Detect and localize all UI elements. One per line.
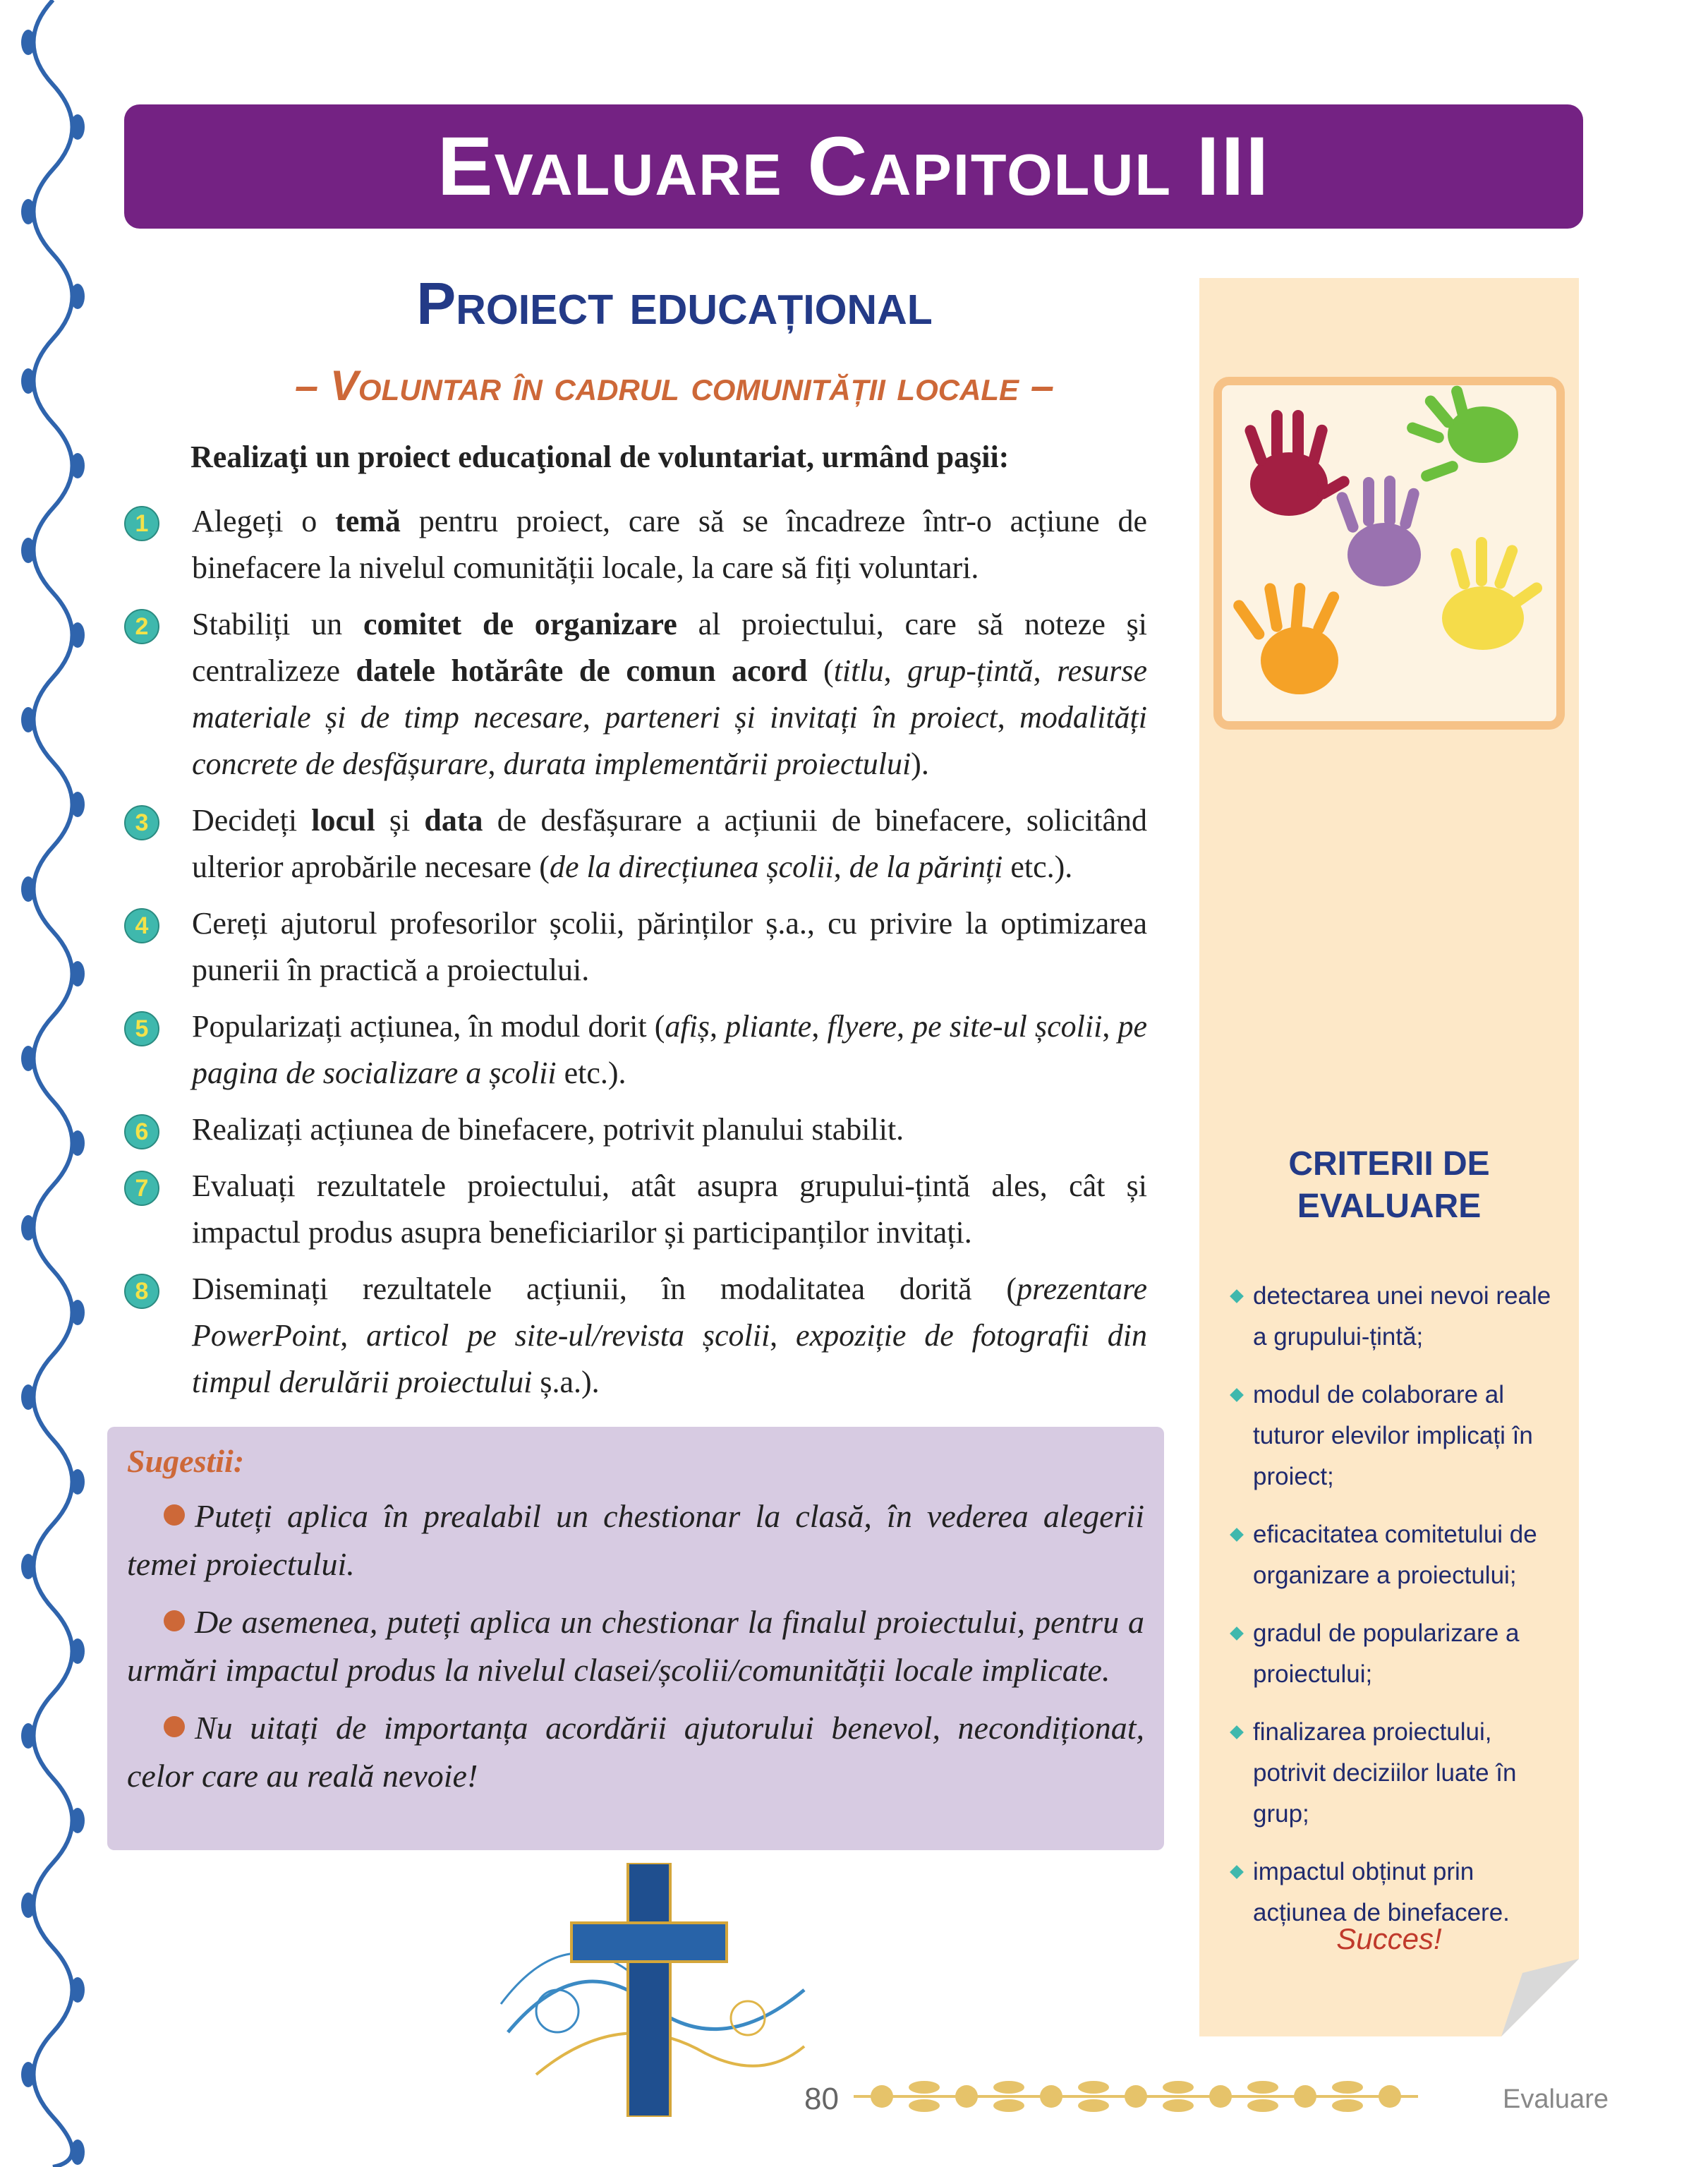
step-number-badge: 5 bbox=[124, 1011, 159, 1046]
step-text-fragment: de la părinți bbox=[849, 850, 1003, 884]
vine-border bbox=[0, 0, 106, 2167]
bullet-dot-icon bbox=[164, 1716, 185, 1737]
step-text-fragment: , bbox=[340, 1318, 367, 1353]
step-text-fragment: ( bbox=[807, 653, 834, 688]
step-text-fragment: comitet de organizare bbox=[363, 607, 677, 641]
step-item bbox=[124, 601, 1147, 787]
criteria-item: impactul obținut prin acțiunea de binefacere. bbox=[1232, 1852, 1563, 1933]
step-number-badge: 4 bbox=[124, 908, 159, 943]
step-number-badge: 2 bbox=[124, 609, 159, 644]
step-text-fragment: , bbox=[1033, 653, 1058, 688]
step-number-badge: 8 bbox=[124, 1274, 159, 1309]
criteria-item: modul de colaborare al tuturor elevilor implicați în proiect; bbox=[1232, 1375, 1563, 1497]
step-text-fragment: Decideți bbox=[192, 803, 312, 838]
project-subtitle: – Voluntar în cadrul comunității locale – bbox=[294, 362, 1055, 409]
step-text-fragment: , bbox=[709, 1009, 726, 1044]
step-text-fragment: modalități concrete de desfășurare bbox=[192, 700, 1148, 781]
step-text-fragment: etc.). bbox=[556, 1056, 626, 1090]
suggestions-heading: Sugestii: bbox=[127, 1443, 245, 1479]
step-number-badge: 3 bbox=[124, 805, 159, 840]
step-text-fragment: , bbox=[770, 1318, 797, 1353]
step-text-fragment: , bbox=[997, 700, 1020, 735]
step-text-fragment: pliante bbox=[725, 1009, 812, 1044]
step-text-fragment: articol pe site-ul/revista școlii bbox=[366, 1318, 770, 1353]
step-number-badge: 1 bbox=[124, 506, 159, 541]
step-text-fragment: , bbox=[833, 850, 849, 884]
suggestion-item: Puteți aplica în prealabil un chestionar la clasă, în vederea alegerii temei proiectului. bbox=[127, 1498, 1144, 1582]
step-text-fragment: , bbox=[897, 1009, 913, 1044]
step-item bbox=[124, 1266, 1147, 1406]
step-text-fragment: și bbox=[375, 803, 425, 838]
step-item bbox=[124, 1003, 1147, 1097]
page-curl-icon bbox=[1501, 1959, 1579, 2036]
step-text-fragment: afiș bbox=[665, 1009, 710, 1044]
step-text-fragment: , bbox=[883, 653, 908, 688]
footer-section-label: Evaluare bbox=[1503, 2084, 1609, 2114]
step-text-fragment: , bbox=[582, 700, 605, 735]
project-title: Proiect educațional bbox=[416, 270, 933, 337]
cross-ornament-illustration bbox=[494, 1863, 818, 2117]
bullet-dot-icon bbox=[164, 1610, 185, 1631]
step-text-fragment: ). bbox=[911, 747, 929, 781]
page-number: 80 bbox=[804, 2082, 839, 2116]
step-text-fragment: titlu bbox=[833, 653, 884, 688]
step-text-fragment: pe pagina de socializare a școlii bbox=[192, 1009, 1148, 1090]
criteria-list bbox=[1232, 1276, 1563, 1950]
step-text-fragment: temă bbox=[335, 504, 401, 538]
suggestions-box bbox=[107, 1427, 1164, 1850]
step-text-fragment: prezentare PowerPoint bbox=[192, 1272, 1147, 1353]
step-item bbox=[124, 1106, 1147, 1153]
bullet-dot-icon bbox=[164, 1504, 185, 1526]
step-text-fragment: Evaluați rezultatele proiectului, atât asupra grupului-țintă ales, cât și impactul produs asupra beneficiarilor și participanților invitați. bbox=[192, 1169, 1147, 1250]
step-text-fragment: ș.a.). bbox=[532, 1365, 600, 1399]
step-text-fragment: de desfășurare a acțiunii de binefacere, solicitând ulterior aprobările necesare ( bbox=[192, 803, 1147, 884]
criteria-heading: CRITERII DE EVALUARE bbox=[1288, 1145, 1490, 1225]
step-text-fragment: etc.). bbox=[1003, 850, 1073, 884]
step-item bbox=[124, 797, 1147, 891]
chapter-title-bar bbox=[124, 104, 1583, 229]
step-text-fragment: , bbox=[1102, 1009, 1118, 1044]
steps-list bbox=[124, 498, 1147, 1416]
step-text-fragment: parteneri și invitați în proiect bbox=[605, 700, 998, 735]
step-text-fragment: expoziție de fotografii din timpul derulării proiectului bbox=[192, 1318, 1148, 1399]
step-text-fragment: Realizați acțiunea de binefacere, potrivit planului stabilit. bbox=[192, 1112, 904, 1147]
chapter-title: Evaluare Capitolul III bbox=[437, 120, 1271, 213]
step-text-fragment: , bbox=[487, 747, 504, 781]
step-text-fragment: durata implementării proiectului bbox=[503, 747, 911, 781]
step-text-fragment: locul bbox=[311, 803, 375, 838]
step-item bbox=[124, 1163, 1147, 1256]
suggestion-item: Nu uitați de importanța acordării ajutorului benevol, necondiționat, celor care au reală nevoie! bbox=[127, 1710, 1144, 1794]
step-number-badge: 6 bbox=[124, 1114, 159, 1149]
criteria-item: eficacitatea comitetului de organizare a proiectului; bbox=[1232, 1514, 1563, 1596]
closing-text: Succes! bbox=[1336, 1922, 1442, 1955]
step-item bbox=[124, 900, 1147, 994]
step-text-fragment: de la direcțiunea școlii bbox=[549, 850, 834, 884]
criteria-item: finalizarea proiectului, potrivit deciziilor luate în grup; bbox=[1232, 1712, 1563, 1835]
suggestion-item: De asemenea, puteți aplica un chestionar la finalul proiectului, pentru a urmări impactul produs la nivelul clasei/școlii/comunității locale implicate. bbox=[127, 1604, 1144, 1688]
step-item bbox=[124, 498, 1147, 591]
step-text-fragment: al proiectului, care să noteze şi centralizeze bbox=[192, 607, 1148, 688]
step-text-fragment: , bbox=[811, 1009, 828, 1044]
criteria-item: detectarea unei nevoi reale a grupului-țintă; bbox=[1232, 1276, 1563, 1358]
hand-prints-illustration bbox=[1213, 377, 1565, 730]
step-text-fragment: Diseminați rezultatele acțiunii, în modalitatea dorită ( bbox=[192, 1272, 1017, 1306]
step-text-fragment: Stabiliți un bbox=[192, 607, 363, 641]
step-text-fragment: data bbox=[424, 803, 483, 838]
floral-footer-ornament bbox=[854, 2072, 1418, 2121]
step-text-fragment: Alegeți o bbox=[192, 504, 336, 538]
step-text-fragment: flyere bbox=[827, 1009, 897, 1044]
step-text-fragment: Cereți ajutorul profesorilor școlii, părinților ș.a., cu privire la optimizarea punerii în practică a proiectului. bbox=[192, 906, 1147, 987]
step-text-fragment: pe site-ul școlii bbox=[912, 1009, 1103, 1044]
step-text-fragment: datele hotărâte de comun acord bbox=[356, 653, 808, 688]
criteria-sidebar bbox=[1199, 278, 1579, 2036]
project-intro: Realizaţi un proiect educaţional de voluntariat, urmând paşii: bbox=[190, 440, 1010, 474]
step-text-fragment: grup-țintă bbox=[907, 653, 1034, 688]
step-number-badge: 7 bbox=[124, 1171, 159, 1206]
step-text-fragment: pentru proiect, care să se încadreze într-o acțiune de binefacere la nivelul comunității locale, la care să fiți voluntari. bbox=[192, 504, 1148, 585]
criteria-item: gradul de popularizare a proiectului; bbox=[1232, 1613, 1563, 1695]
step-text-fragment: Popularizați acțiunea, în modul dorit ( bbox=[192, 1009, 665, 1044]
step-text-fragment: resurse materiale și de timp necesare bbox=[192, 653, 1147, 735]
